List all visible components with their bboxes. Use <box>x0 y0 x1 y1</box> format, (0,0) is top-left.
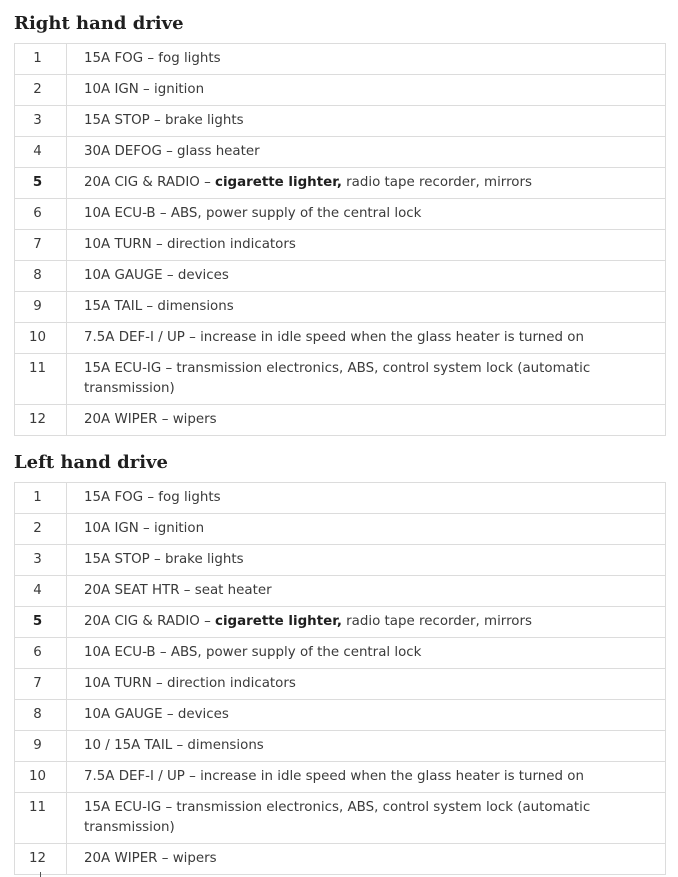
table-row <box>15 638 666 669</box>
fuse-description-tail: radio tape recorder, mirrors <box>341 614 532 629</box>
fuse-description: 10A TURN – direction indicators <box>67 669 666 700</box>
fuse-number: 12 <box>15 405 67 436</box>
fuse-number: 2 <box>15 514 67 545</box>
fuse-number: 6 <box>15 638 67 669</box>
fuse-description: 15A FOG – fog lights <box>67 483 666 514</box>
fuse-description: 10A GAUGE – devices <box>67 261 666 292</box>
fuse-number: 4 <box>15 576 67 607</box>
fuse-description: 10A ECU-B – ABS, power supply of the central lock <box>67 638 666 669</box>
fuse-description: 15A FOG – fog lights <box>67 44 666 75</box>
fuse-number: 2 <box>15 75 67 106</box>
left-hand-drive-heading: Left hand drive <box>14 452 168 473</box>
table-row <box>15 483 666 514</box>
fuse-description: 10A IGN – ignition <box>67 75 666 106</box>
fuse-description: 7.5A DEF-I / UP – increase in idle speed when the glass heater is turned on <box>67 323 666 354</box>
fuse-description-lead: 20A CIG & RADIO – <box>84 175 216 190</box>
fuse-description: 10 / 15A TAIL – dimensions <box>67 731 666 762</box>
fuse-number: 12 <box>15 844 67 875</box>
table-row <box>15 762 666 793</box>
fuse-description <box>67 168 666 199</box>
fuse-number: 4 <box>15 137 67 168</box>
table-row <box>15 545 666 576</box>
fuse-number: 5 <box>15 607 67 638</box>
fuse-number: 1 <box>15 44 67 75</box>
fuse-number: 7 <box>15 230 67 261</box>
table-row <box>15 405 666 436</box>
fuse-number: 3 <box>15 106 67 137</box>
table-row <box>15 292 666 323</box>
fuse-description: 20A SEAT HTR – seat heater <box>67 576 666 607</box>
fuse-description-emphasis: cigarette lighter, <box>215 614 342 629</box>
table-row <box>15 75 666 106</box>
fuse-description: 15A ECU-IG – transmission electronics, ABS, control system lock (automatic transmission) <box>67 354 666 405</box>
fuse-description-tail: radio tape recorder, mirrors <box>341 175 532 190</box>
right-hand-drive-heading: Right hand drive <box>14 13 184 34</box>
fuse-description: 20A WIPER – wipers <box>67 844 666 875</box>
fuse-number: 9 <box>15 292 67 323</box>
fuse-description: 7.5A DEF-I / UP – increase in idle speed when the glass heater is turned on <box>67 762 666 793</box>
fuse-number: 8 <box>15 261 67 292</box>
table-row <box>15 576 666 607</box>
table-row <box>15 106 666 137</box>
fuse-number: 3 <box>15 545 67 576</box>
right-hand-drive-fuse-table <box>14 43 666 436</box>
table-row <box>15 261 666 292</box>
table-row <box>15 323 666 354</box>
fuse-description: 15A TAIL – dimensions <box>67 292 666 323</box>
fuse-description: 10A GAUGE – devices <box>67 700 666 731</box>
page-edge-mark <box>40 872 41 877</box>
table-row <box>15 844 666 875</box>
fuse-description: 15A STOP – brake lights <box>67 545 666 576</box>
table-row <box>15 230 666 261</box>
fuse-description: 20A WIPER – wipers <box>67 405 666 436</box>
fuse-number: 10 <box>15 323 67 354</box>
fuse-description: 10A IGN – ignition <box>67 514 666 545</box>
table-row <box>15 168 666 199</box>
fuse-number: 11 <box>15 354 67 405</box>
table-row <box>15 354 666 405</box>
fuse-description: 15A ECU-IG – transmission electronics, ABS, control system lock (automatic transmission) <box>67 793 666 844</box>
fuse-description: 30A DEFOG – glass heater <box>67 137 666 168</box>
left-hand-drive-fuse-table <box>14 482 666 875</box>
fuse-number: 6 <box>15 199 67 230</box>
table-row <box>15 793 666 844</box>
table-row <box>15 44 666 75</box>
table-row <box>15 514 666 545</box>
fuse-number: 9 <box>15 731 67 762</box>
fuse-description: 10A TURN – direction indicators <box>67 230 666 261</box>
fuse-description-lead: 20A CIG & RADIO – <box>84 614 216 629</box>
table-row <box>15 199 666 230</box>
fuse-number: 5 <box>15 168 67 199</box>
table-row <box>15 137 666 168</box>
fuse-number: 7 <box>15 669 67 700</box>
table-row <box>15 669 666 700</box>
table-row <box>15 607 666 638</box>
fuse-description: 15A STOP – brake lights <box>67 106 666 137</box>
fuse-number: 8 <box>15 700 67 731</box>
fuse-number: 1 <box>15 483 67 514</box>
table-row <box>15 731 666 762</box>
table-row <box>15 700 666 731</box>
fuse-number: 11 <box>15 793 67 844</box>
fuse-description: 10A ECU-B – ABS, power supply of the central lock <box>67 199 666 230</box>
fuse-description-emphasis: cigarette lighter, <box>215 175 342 190</box>
fuse-description <box>67 607 666 638</box>
fuse-number: 10 <box>15 762 67 793</box>
